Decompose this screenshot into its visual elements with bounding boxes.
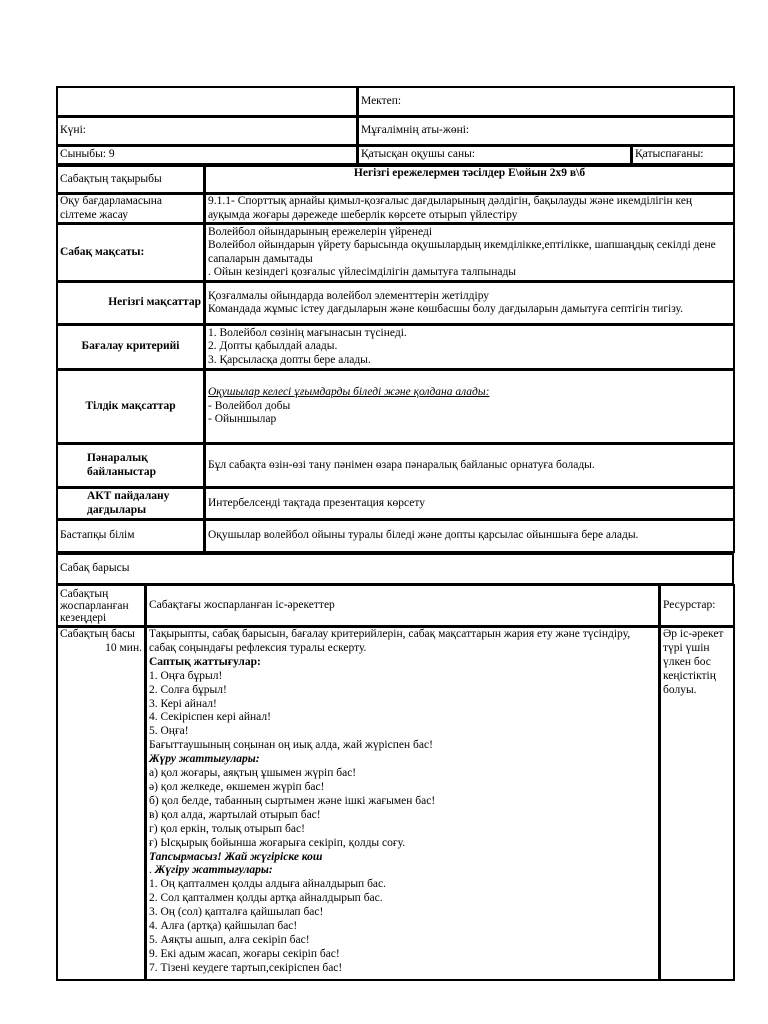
goal-line: Волейбол ойындарының ережелерін үйренеді [208,225,433,238]
header-table [56,86,735,165]
day-cell: Күні: [57,117,358,146]
language-line: - Ойыншылар [208,413,277,426]
curriculum-label: Оқу бағдарламасына сілтеме жасау [57,194,205,224]
main-goals-value [205,282,735,325]
walk-title: Жүру жаттығулары: [149,753,260,766]
topic-value: Негізгі ережелермен тәсілдер Е\ойын 2х9 в\б [205,166,735,194]
criteria-line: 1. Волейбол сөзінің мағынасын түсінеді. [208,326,407,339]
task-text: Тапсырмасыз! Жай жүгіріске кош [149,850,323,863]
walk-item: г) қол еркін, толық отырып бас! [149,822,305,835]
drill-title: Саптық жаттығулар: [149,655,261,668]
stage1-resources: Әр іс-әрекет түрі үшін үлкен бос кеңістіктің болуы. [660,627,735,981]
criteria-line: 3. Қарсыласқа допты бере алады. [208,353,371,366]
run-item: 1. Оң қапталмен қолды алдыға айналдырып бас. [149,878,387,891]
info-table [56,165,735,553]
stage1-actions [146,627,660,981]
run-item: 4. Алға (артқа) қайшылап бас! [149,920,298,933]
drill-after: Бағыттаушының соңынан оң иық алда, жай жүріспен бас! [149,739,433,752]
criteria-line: 2. Допты қабылдай алады. [208,340,338,353]
walk-item: в) қол алда, жартылай отырып бас! [149,808,321,821]
teacher-cell: Мұғалімнің аты-жөні: [358,117,735,146]
walk-item: ғ) Ысқырық бойынша жоғарыға секіріп, қолды соғу. [149,836,406,849]
class-cell: Сыныбы: 9 [57,146,358,165]
goal-line: Волейбол ойындарын үйрету барысында оқушылардың икемділікке,ептілікке, шапшаңдық секілді дене сапаларын дамытады [208,239,716,265]
goals-value [205,224,735,282]
blank-cell [57,87,358,117]
language-intro: Оқушылар келесі ұғымдарды біледі және қолдана алады: [208,386,490,399]
drill-item: 1. Оңға бұрыл! [149,669,223,682]
language-value [205,370,735,444]
drill-item: 2. Солға бұрыл! [149,683,227,696]
stage1-name: Сабақтың басы [60,628,135,640]
ict-label: АКТ пайдалану дағдылары [57,488,205,520]
school-cell: Мектеп: [358,87,735,117]
col-stage-header: Сабақтың жоспарланған кезеңдері [57,585,146,627]
drill-item: 4. Секіріспен кері айнал! [149,711,271,724]
run-title: Жүгіру жаттығулары: [154,864,273,877]
ict-value: Интербелсенді тақтада презентация көрсету [205,488,735,520]
walk-item: ә) қол желкеде, өкшемен жүріп бас! [149,780,325,793]
intro-text: Тақырыпты, сабақ барысын, бағалау критерийлерін, сабақ мақсаттарын жария ету және түсіндіру, сабақ соңындағы рефлексия туралы ескерту. [149,628,631,654]
walk-item: б) қол белде, табанның сыртымен және ішкі жағымен бас! [149,794,436,807]
criteria-value [205,325,735,370]
prior-label: Бастапқы білім [57,520,205,553]
run-title-line [149,864,656,878]
language-line: - Волейбол добы [208,399,291,412]
main-goal-line: Командада жұмыс істеу дағдыларын және көшбасшы болу дағдыларын дамытуға септігін тигізу. [208,303,684,315]
cross-label: Пәнаралық байланыстар [57,444,205,488]
cross-value: Бұл сабақта өзін-өзі тану пәнімен өзара пәнаралық байланыс орнатуға болады. [205,444,735,488]
main-goal-line: Қозғалмалы ойындарда волейбол элементтерін жетілдіру [208,289,490,302]
stage1-cell [57,627,146,981]
progress-title: Сабақ барысы [57,554,734,585]
language-label: Тілдік мақсаттар [57,370,205,444]
run-item: 9. Екі адым жасап, жоғары секіріп бас! [149,947,340,960]
criteria-label: Бағалау критерийі [57,325,205,370]
goal-line: . Ойын кезіндегі қозғалыс үйлесімділігін дамытуға талпынады [208,266,517,278]
progress-table [56,584,735,981]
run-item: 2. Сол қапталмен қолды артқа айналдырып бас. [149,892,383,905]
drill-item: 3. Кері айнал! [149,697,217,710]
prior-value: Оқушылар волейбол ойыны туралы біледі және допты қарсылас ойыншыға бере алады. [205,520,735,553]
col-actions-header: Сабақтағы жоспарланған іс-әрекеттер [146,585,660,627]
curriculum-value: 9.1.1- Спорттық арнайы қимыл-қозғалыс дағдыларының дәлдігін, бақылауды және икемділігін кең ауқымда жоғары дәрежеде шеберлік көрсете отырып үйлестіру [205,194,735,224]
run-item: 5. Аяқты ашып, алға секіріп бас! [149,933,310,946]
run-item: 7. Тізені кеудеге тартып,секіріспен бас! [149,961,343,974]
main-goals-label: Негізгі мақсаттар [57,282,205,325]
col-resources-header: Ресурстар: [660,585,735,627]
topic-label: Сабақтың тақырыбы [57,166,205,194]
present-cell: Қатысқан оқушы саны: [358,146,632,165]
drill-item: 5. Оңға! [149,725,189,738]
progress-title-table [56,553,734,585]
run-item: 3. Оң (сол) қапталға қайшылап бас! [149,906,324,919]
goals-label: Сабақ мақсаты: [57,224,205,282]
run-prefix: . [149,864,155,877]
stage1-time: 10 мин. [105,641,142,654]
walk-item: а) қол жоғары, аяқтың ұшымен жүріп бас! [149,767,357,780]
absent-cell: Қатыспағаны: [632,146,735,165]
